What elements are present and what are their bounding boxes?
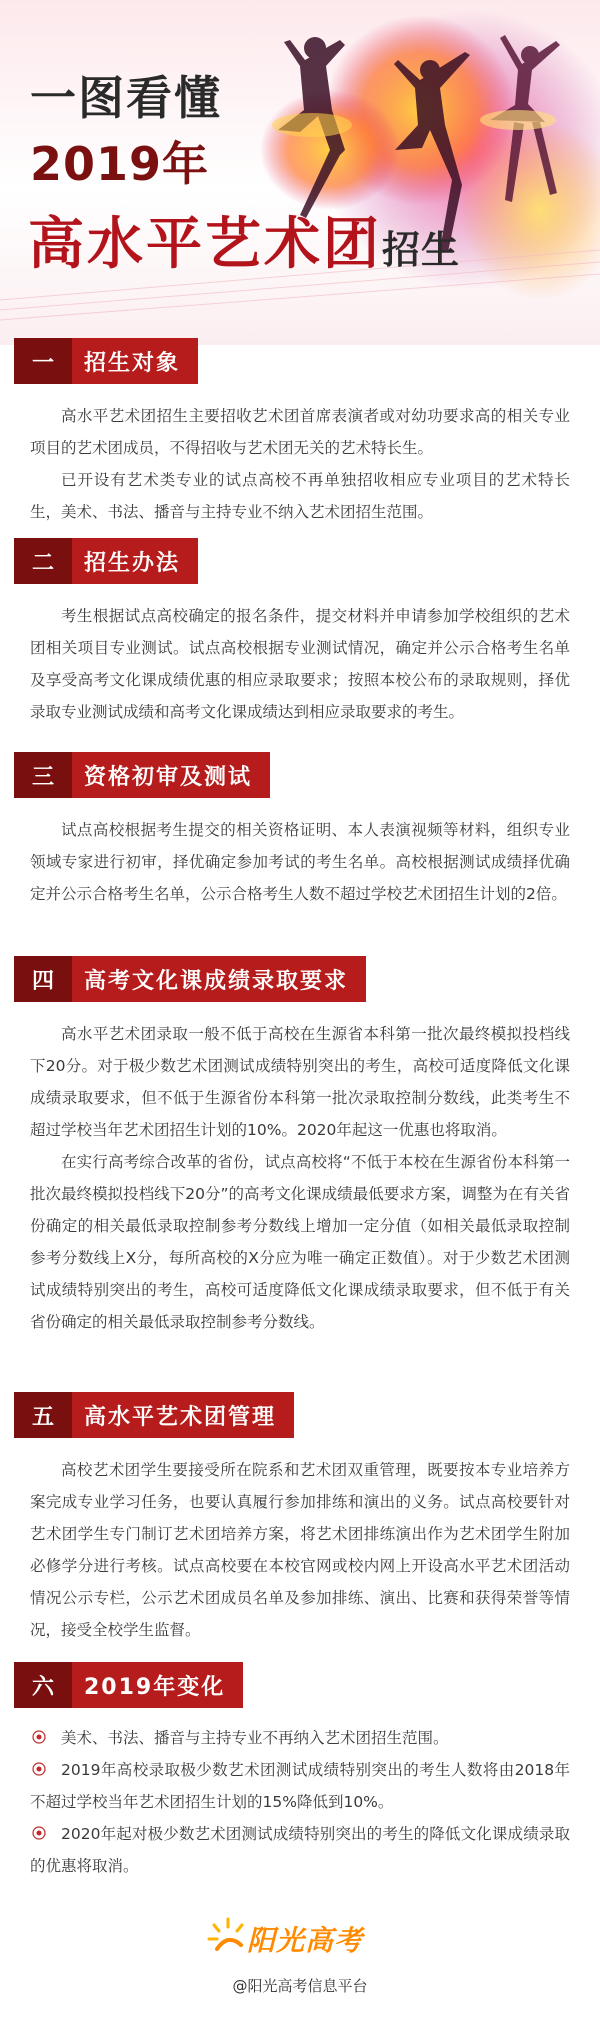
section-2-paragraph: 考生根据试点高校确定的报名条件，提交材料并申请参加学校组织的艺术团相关项目专业测试。试点高校根据专业测试情况，确定并公示合格考生名单及享受高考文化课成绩优惠的相应录取要求；按照本校公布的录取规则，择优录取专业测试成绩和高考文化课成绩达到相应录取要求的考生。 bbox=[30, 607, 570, 721]
section-6-title: 2019年变化 bbox=[72, 1662, 243, 1708]
section-5-header bbox=[14, 1392, 294, 1438]
section-6-body bbox=[30, 1722, 570, 1882]
banner-title-suffix: 招生 bbox=[382, 228, 461, 272]
section-5-paragraph: 高校艺术团学生要接受所在院系和艺术团双重管理，既要按本专业培养方案完成专业学习任务，也要认真履行参加排练和演出的义务。试点高校要针对艺术团学生专门制订艺术团培养方案，将艺术团排练演出作为艺术团学生附加必修学分进行考核。试点高校要在本校官网或校内网上开设高水平艺术团活动情况公示专栏，公示艺术团成员名单及参加排练、演出、比赛和获得荣誉等情况，接受全校学生监督。 bbox=[30, 1461, 570, 1639]
sun-icon bbox=[205, 1915, 251, 1961]
section-6-header bbox=[14, 1662, 243, 1708]
section-6-number: 六 bbox=[14, 1662, 72, 1708]
section-1-header bbox=[14, 338, 198, 384]
target-bullet-icon bbox=[32, 1730, 46, 1744]
banner-title-main-text: 高水平艺术团 bbox=[28, 212, 382, 277]
changes-list bbox=[30, 1722, 570, 1882]
section-5-number: 五 bbox=[14, 1392, 72, 1438]
section-3-number: 三 bbox=[14, 752, 72, 798]
section-2-number: 二 bbox=[14, 538, 72, 584]
sunshine-gaokao-logo bbox=[205, 1915, 395, 1965]
section-4-header bbox=[14, 956, 366, 1002]
section-2-header bbox=[14, 538, 198, 584]
list-item-text: 2020年起对极少数艺术团测试成绩特别突出的考生的降低文化课成绩录取的优惠将取消。 bbox=[30, 1825, 570, 1875]
banner-title-year: 2019年 bbox=[30, 137, 210, 191]
section-4-title: 高考文化课成绩录取要求 bbox=[72, 956, 366, 1002]
section-1-paragraph: 已开设有艺术类专业的试点高校不再单独招收相应专业项目的艺术特长生，美术、书法、播音与主持专业不纳入艺术团招生范围。 bbox=[30, 471, 570, 521]
footer-handle: @阳光高考信息平台 bbox=[232, 1977, 368, 1995]
list-item bbox=[30, 1722, 570, 1754]
list-item-text: 2019年高校录取极少数艺术团测试成绩特别突出的考生人数将由2018年不超过学校当年艺术团招生计划的15%降低到10%。 bbox=[30, 1761, 570, 1811]
list-item bbox=[30, 1754, 570, 1818]
section-4-paragraph: 在实行高考综合改革的省份，试点高校将“不低于本校在生源省份本科第一批次最终模拟投档线下20分”的高考文化课成绩最低要求方案，调整为在有关省份确定的相关最低录取控制参考分数线上增加一定分值（如相关最低录取控制参考分数线上X分，每所高校的X分应为唯一确定正数值）。对于少数艺术团测试成绩特别突出的考生，高校可适度降低文化课成绩录取要求，但不低于有关省份确定的相关最低录取控制参考分数线。 bbox=[30, 1153, 570, 1331]
header-banner bbox=[0, 0, 600, 345]
section-1-paragraph: 高水平艺术团招生主要招收艺术团首席表演者或对幼功要求高的相关专业项目的艺术团成员，不得招收与艺术团无关的艺术特长生。 bbox=[30, 407, 570, 457]
section-1-number: 一 bbox=[14, 338, 72, 384]
list-item bbox=[30, 1818, 570, 1882]
section-4-number: 四 bbox=[14, 956, 72, 1002]
section-3-paragraph: 试点高校根据考生提交的相关资格证明、本人表演视频等材料，组织专业领域专家进行初审，择优确定参加考试的考生名单。高校根据测试成绩择优确定并公示合格考生名单，公示合格考生人数不超过学校艺术团招生计划的2倍。 bbox=[30, 821, 570, 903]
target-bullet-icon bbox=[32, 1826, 46, 1840]
logo-text: 阳光高考 bbox=[247, 1924, 364, 1957]
section-5-body bbox=[30, 1454, 570, 1646]
section-2-body bbox=[30, 600, 570, 728]
section-1-title: 招生对象 bbox=[72, 338, 198, 384]
section-3-body bbox=[30, 814, 570, 910]
section-2-title: 招生办法 bbox=[72, 538, 198, 584]
banner-title-line1: 一图看懂 bbox=[30, 71, 222, 125]
section-1-body bbox=[30, 400, 570, 528]
section-5-title: 高水平艺术团管理 bbox=[72, 1392, 294, 1438]
banner-title-main bbox=[28, 200, 460, 280]
section-4-body bbox=[30, 1018, 570, 1338]
section-3-title: 资格初审及测试 bbox=[72, 752, 270, 798]
list-item-text: 美术、书法、播音与主持专业不再纳入艺术团招生范围。 bbox=[61, 1729, 449, 1747]
section-4-paragraph: 高水平艺术团录取一般不低于高校在生源省本科第一批次最终模拟投档线下20分。对于极少数艺术团测试成绩特别突出的考生，高校可适度降低文化课成绩录取要求，但不低于生源省份本科第一批次录取控制分数线，此类考生不超过学校当年艺术团招生计划的10%。2020年起这一优惠也将取消。 bbox=[30, 1025, 570, 1139]
section-3-header bbox=[14, 752, 270, 798]
target-bullet-icon bbox=[32, 1762, 46, 1776]
